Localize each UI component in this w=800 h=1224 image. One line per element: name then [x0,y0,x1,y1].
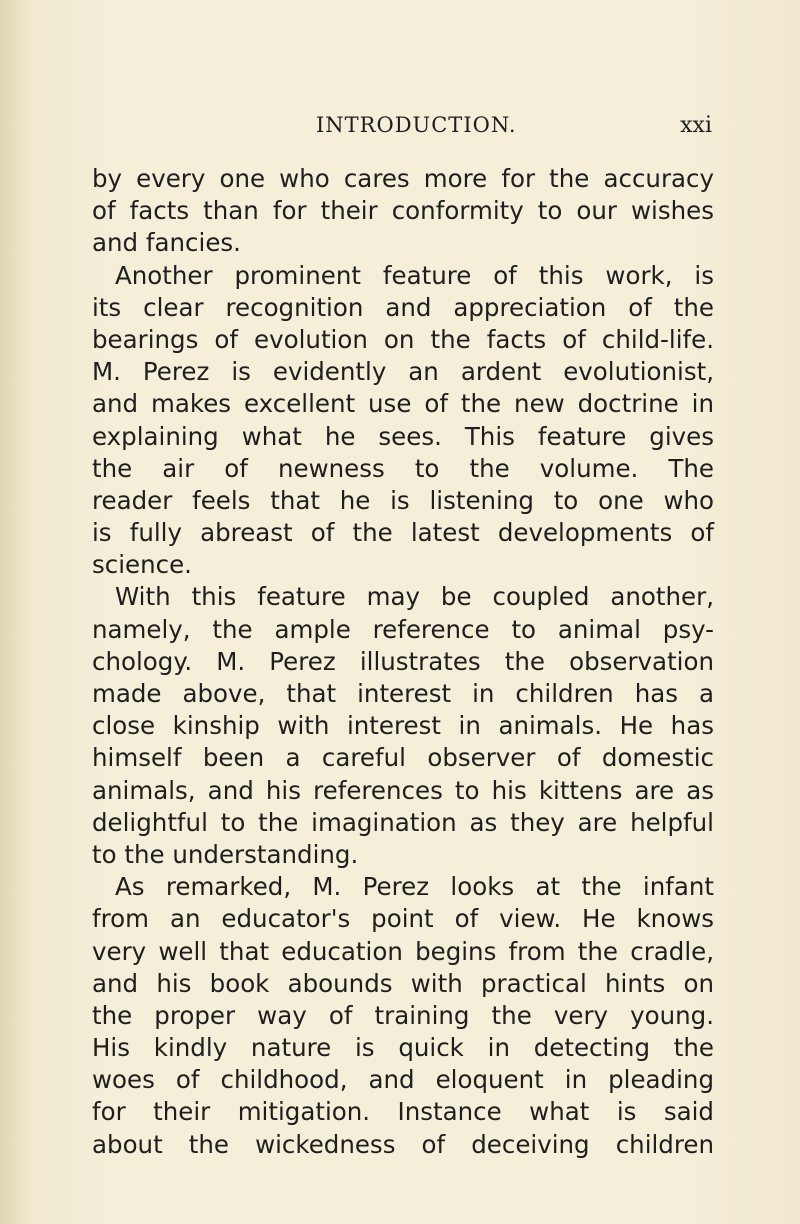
body-text [92,163,714,1161]
text-line: delightful to the imagination as they are helpful [92,807,714,837]
text-line: about the wickedness of deceiving children [92,1129,714,1159]
running-head [92,113,712,143]
text-line: M. Perez is evidently an ardent evolutionist, [92,357,714,387]
text-line: woes of childhood, and eloquent in pleading [92,1065,714,1095]
running-head-title: INTRODUCTION. [316,113,517,137]
page-number: xxi [680,113,712,138]
text-line: is fully abreast of the latest developments of [92,518,714,548]
text-line: and makes excellent use of the new doctrine in [92,389,714,419]
text-line: With this feature may be coupled another, [115,582,714,612]
text-line: Another prominent feature of this work, is [115,260,714,290]
text-line: made above, that interest in children has a [92,679,714,708]
text-line: its clear recognition and appreciation of the [92,292,714,322]
text-line: by every one who cares more for the accuracy [92,164,714,193]
text-line: animals, and his references to his kittens are as [92,775,714,805]
text-line: of facts than for their conformity to our wishes [92,196,714,226]
text-line: to the understanding. [92,839,359,869]
text-line: His kindly nature is quick in detecting the [92,1033,714,1063]
text-line: from an educator's point of view. He knows [92,904,714,934]
text-line: very well that education begins from the cradle, [92,936,714,966]
text-line: bearings of evolution on the facts of child-life. [92,324,714,354]
text-line: explaining what he sees. This feature gives [92,421,714,451]
gutter-shadow [0,0,30,1224]
text-line: and his book abounds with practical hints on [92,968,714,998]
text-line: himself been a careful observer of domestic [92,743,714,773]
text-line: close kinship with interest in animals. He has [92,711,714,741]
text-line: reader feels that he is listening to one who [92,485,714,515]
text-line: chology. M. Perez illustrates the observation [92,646,714,676]
text-line: for their mitigation. Instance what is said [92,1097,714,1127]
text-line: and fancies. [92,228,241,258]
text-line: the proper way of training the very young. [92,1000,714,1030]
text-line: As remarked, M. Perez looks at the infant [115,872,714,902]
text-line: science. [92,550,192,580]
text-line: namely, the ample reference to animal psy- [92,614,714,644]
text-line: the air of newness to the volume. The [92,453,714,483]
